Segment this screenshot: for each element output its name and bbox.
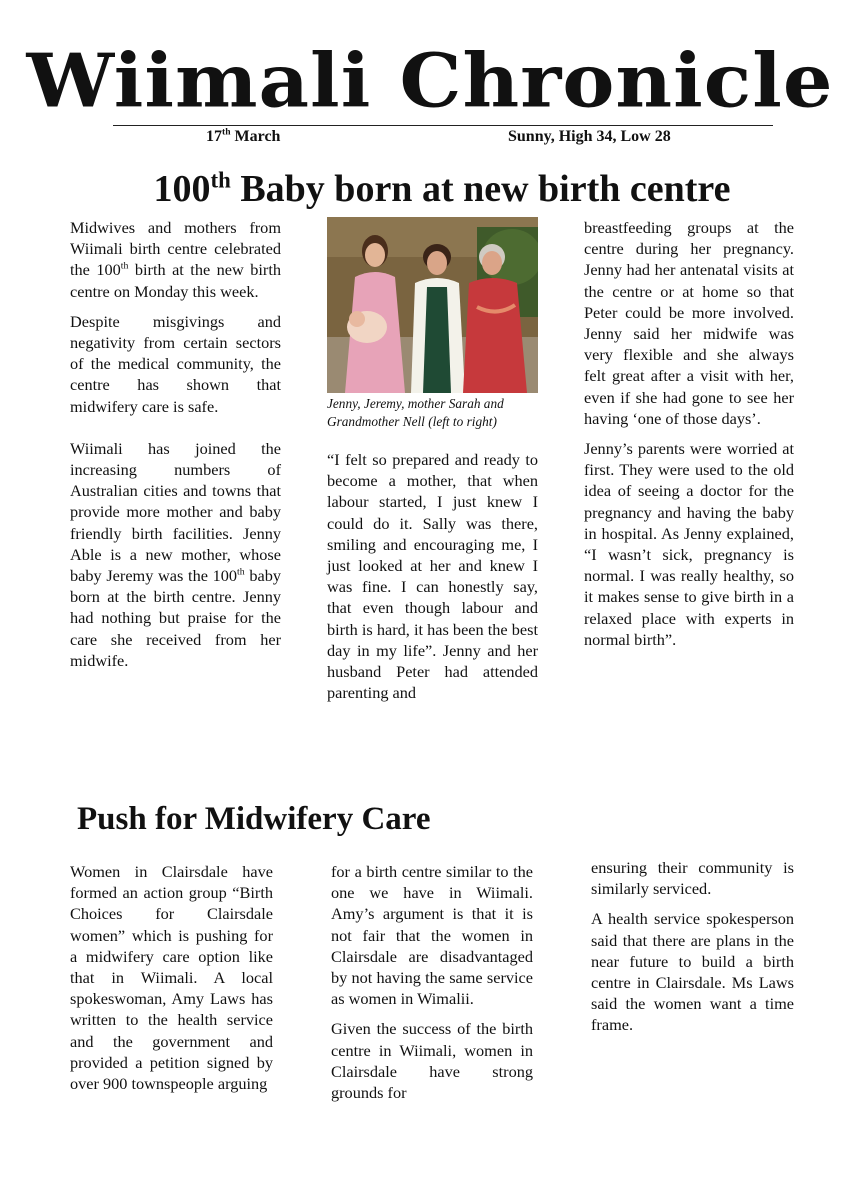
article2-paragraph: for a birth centre similar to the one we have in Wiimali. Amy’s argument is that it is not fair that the women in Clairsdale are disadvantaged by not having the same service as women in Wimalii.: [331, 862, 533, 1009]
article2-paragraph: ensuring their community is similarly serviced.: [591, 858, 794, 899]
newspaper-title: Wiimali Chronicle: [26, 38, 834, 125]
article2-column-1: [70, 861, 273, 1103]
article1-column-2: [327, 449, 538, 712]
article1-paragraph: Jenny’s parents were worried at first. They were used to the old idea of seeing a doctor for the pregnancy and having the baby in hospital. As Jenny explained, “I wasn’t sick, pregnancy is normal. I was really healthy, so it makes sense to give birth in a relaxed place with experts in normal birth”.: [584, 439, 794, 649]
article1-headline: 100th Baby born at new birth centre: [153, 167, 731, 210]
article2-paragraph: Women in Clairsdale have formed an action group “Birth Choices for Clairsdale women” which is pushing for a midwifery care option like that in Wiimali. A local spokeswoman, Amy Laws has written to the health service and the government and provided a petition signed by over 900 townspeople arguing: [70, 862, 273, 1094]
masthead-rule: [113, 125, 773, 126]
article2-column-3: [591, 857, 794, 1045]
masthead: [0, 36, 860, 128]
article1-paragraph: Wiimali has joined the increasing numbers of Australian cities and towns that provide more mother and baby friendly birth facilities. Jenny Able is a new mother, whose baby Jeremy was the 100th baby born at the birth centre. Jenny had nothing but praise for the care she received from her midwife.: [70, 438, 281, 670]
article2-column-2: [331, 861, 533, 1112]
article1-paragraph: breastfeeding groups at the centre during her pregnancy. Jenny had her antenatal visits at the centre or at home so that Peter could be more involved. Jenny said her midwife was very flexible and she always felt great after a visit with her, even if she had gone to see her having ‘one of those days’.: [584, 218, 794, 428]
article1-paragraph: Despite misgivings and negativity from certain sectors of the medical community, the centre has shown that midwifery care is safe.: [70, 311, 281, 416]
article1-column-3: [584, 217, 794, 659]
article2-paragraph: Given the success of the birth centre in Wiimali, women in Clairsdale have strong grounds for: [331, 1019, 533, 1103]
article1-paragraph: Midwives and mothers from Wiimali birth centre celebrated the 100th birth at the new birth centre on Monday this week.: [70, 218, 281, 301]
issue-date: 17th March: [206, 126, 281, 145]
article2-headline: Push for Midwifery Care: [77, 801, 431, 837]
photo-caption: Jenny, Jeremy, mother Sarah and Grandmother Nell (left to right): [327, 396, 504, 429]
article1-paragraph: “I felt so prepared and ready to become a mother, that when labour started, I just knew I could do it. Sally was there, smiling and encouraging me, I just looked at her and knew I was fine. I can honestly say, that even though labour and birth is hard, it has been the best day in my life”. Jenny and her husband Peter had attended parenting and: [327, 450, 538, 703]
weather-report: Sunny, High 34, Low 28: [508, 128, 671, 145]
family-photo: [327, 217, 538, 393]
article1-column-1: [70, 217, 281, 680]
article2-paragraph: A health service spokesperson said that there are plans in the near future to build a birth centre in Clairsdale. Ms Laws said the women want a time frame.: [591, 909, 794, 1035]
